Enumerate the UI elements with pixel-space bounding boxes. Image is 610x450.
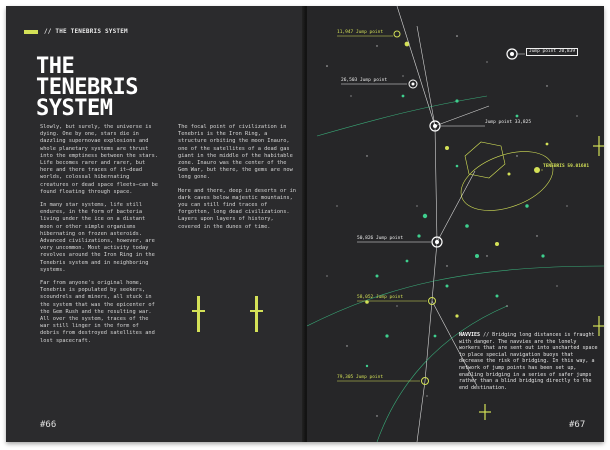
tenebris-label: TENEBRIS 59.01681 bbox=[543, 164, 590, 169]
left-page bbox=[6, 6, 305, 442]
jump-point-label: 26,503 Jump point bbox=[341, 78, 388, 83]
page-title bbox=[36, 56, 138, 119]
paragraph: Slowly, but surely, the universe is dying. One by one, stars die in dazzling supernovae explosions and whole planetary systems are thrust into the emptiness between the stars. Life becomes rarer and rarer, but here and there traces of it–dead worlds, colossal hibernating creatures or dead space fleets–can be found floating through space. bbox=[40, 124, 158, 195]
title-line: TENEBRIS bbox=[36, 75, 138, 100]
text-column-1 bbox=[40, 124, 160, 351]
title-line: THE bbox=[36, 54, 75, 79]
lime-star-cluster bbox=[365, 42, 548, 318]
title-line: SYSTEM bbox=[36, 96, 113, 121]
jump-point-label: 58,052 Jump point bbox=[357, 295, 404, 300]
section-kicker bbox=[24, 28, 128, 35]
navvies-text: // Bridging long distances is fraught with danger. The navvies are the lonely workers that are sent out into uncharted space to place special navigation buoys that decrease the risk of bridging. In this way, a network of jump points has been set up, enabling bridging in a series of safer jumps rather than a blind bridging directly to the end destination. bbox=[459, 332, 598, 391]
text-column-2 bbox=[178, 124, 298, 237]
paragraph: The focal point of civilization in Tenebris is the Iron Ring, a structure orbiting the moon Inauro, one of the satellites of a dead gas giant in the middle of the habitable zone. Inauro was the center of the Gem War, but there, the gems are now long gone. bbox=[178, 124, 293, 181]
navvies-sidebar bbox=[459, 332, 599, 391]
jump-point-label: Jump point 20,839 bbox=[526, 48, 578, 56]
jump-point-label: 79,305 Jump point bbox=[337, 375, 384, 380]
page-number-right: #67 bbox=[569, 420, 586, 430]
page-number-left: #66 bbox=[40, 420, 57, 430]
book-spread bbox=[6, 6, 604, 442]
tenebris-orbit bbox=[453, 140, 561, 222]
paragraph: In many star systems, life still endures, in the form of bacteria living under the ice on a distant moon or other simple organisms hibernating on frozen asteroids. Advanced civilizations, however, are very uncommon. Most activity today revolves around the Iron Ring in the Tenebris system and in neighboring systems. bbox=[40, 202, 155, 273]
cross-ornament bbox=[250, 296, 263, 332]
jump-point-label: 11,947 Jump point bbox=[337, 30, 384, 35]
kicker-bar bbox=[24, 30, 38, 34]
kicker-text: // THE TENEBRIS SYSTEM bbox=[44, 28, 128, 35]
right-page bbox=[307, 6, 604, 442]
leader-lines-lime bbox=[337, 36, 543, 381]
paragraph: Far from anyone's original home, Tenebris is populated by seekers, scoundrels and miners, all stuck in the system that was the epicenter of the Gem Rush and the resulting war. All over the system, traces of the war still linger in the form of debris from destroyed satellites and lost spacecraft. bbox=[40, 280, 155, 344]
green-star-cluster bbox=[366, 95, 545, 368]
cross-ornament bbox=[192, 296, 205, 332]
paragraph: Here and there, deep in deserts or in dark caves below majestic mountains, you can still find traces of forgotten, long dead civilizations. Layers upon layers of history, covered in the dunes of time. bbox=[178, 187, 296, 230]
jump-point-label: 50,826 Jump point bbox=[357, 236, 404, 241]
navvies-title: NAVVIES bbox=[459, 332, 481, 338]
jump-point-label: Jump point 33,825 bbox=[485, 120, 532, 125]
